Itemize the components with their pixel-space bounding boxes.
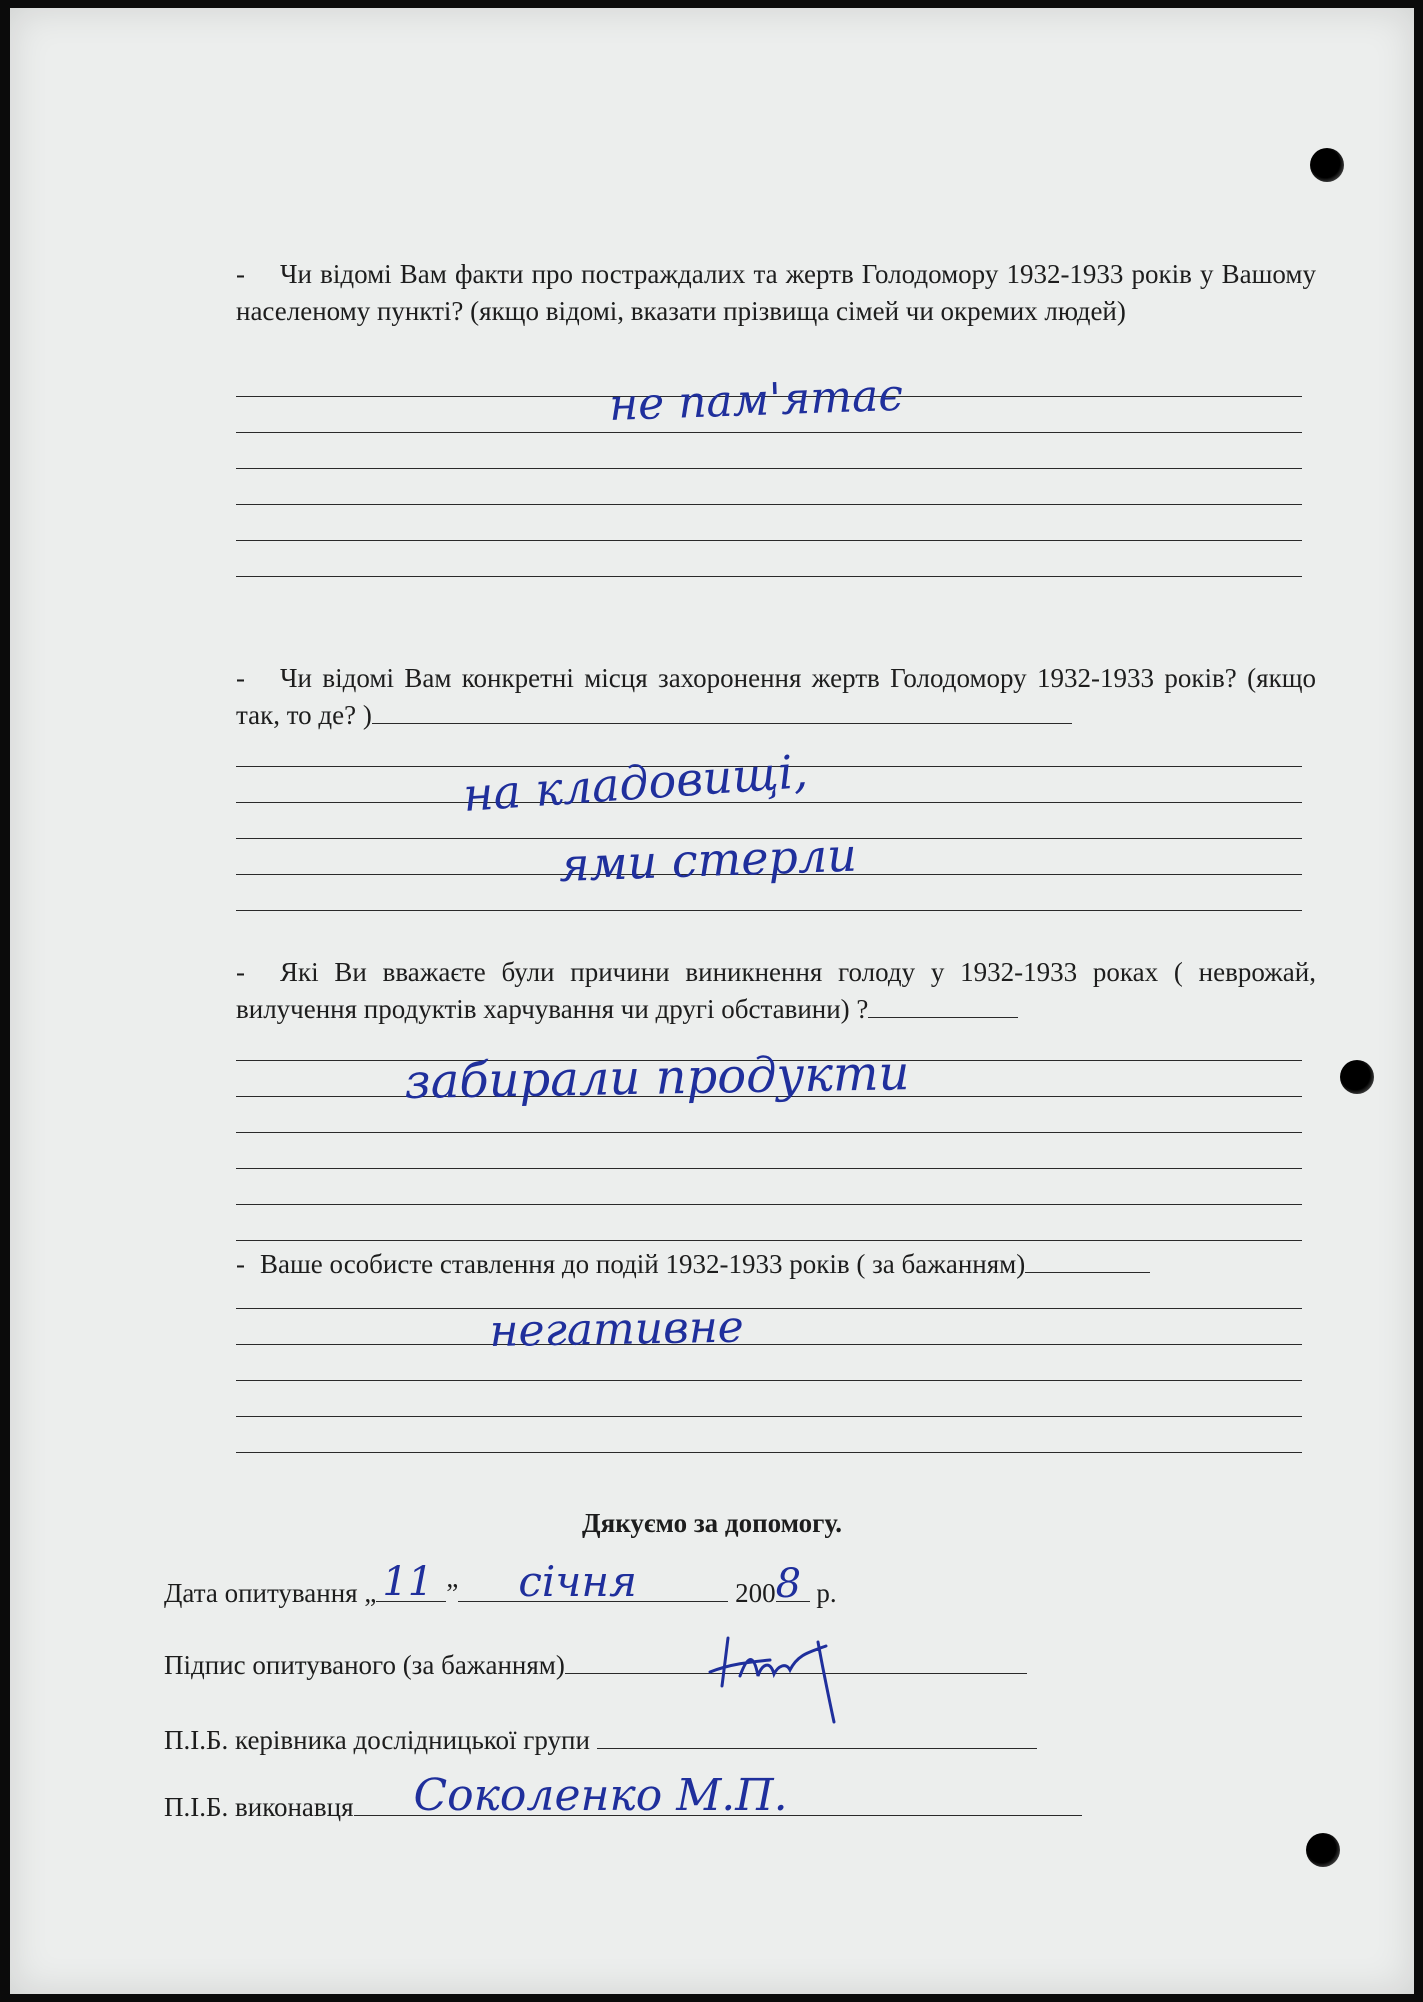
question-dash: -: [236, 957, 245, 987]
question-2: [236, 660, 1316, 734]
question-text: Чи відомі Вам факти про постраждалих та жертв Голодомору 1932-1933 років у Вашому населеному пункті? (якщо відомі, вказати прізвища сімей чи окремих людей): [236, 259, 1316, 326]
year-prefix: 200: [735, 1578, 776, 1608]
answer-line: [236, 540, 1302, 541]
answer-line: [236, 1204, 1302, 1205]
question-3: [236, 954, 1316, 1028]
question-dash: -: [236, 259, 245, 289]
question-text: Чи відомі Вам конкретні місця захоронення жертв Голодомору 1932-1933 років? (якщо так, то де? ): [236, 663, 1316, 730]
question-4: [236, 1246, 1316, 1283]
thanks-note: Дякуємо за допомогу.: [582, 1508, 842, 1538]
executor-value: Соколенко М.П.: [413, 1770, 788, 1821]
answer-line: [236, 1132, 1302, 1133]
answer-line: [868, 1016, 1018, 1018]
answer-line: [236, 1452, 1302, 1453]
executor-line: [354, 1770, 1082, 1821]
answer-line: [236, 1380, 1302, 1381]
handwritten-answer: забирали продукти: [404, 1045, 910, 1110]
question-1: [236, 256, 1316, 330]
answer-line: [236, 910, 1302, 911]
answer-line: [236, 1308, 1302, 1309]
quote-mark: „: [364, 1578, 377, 1608]
answer-line: [236, 802, 1302, 803]
answer-line: [236, 1168, 1302, 1169]
answer-line: [236, 432, 1302, 433]
day-line: [376, 1559, 446, 1605]
question-text: Ваше особисте ставлення до подій 1932-1933 років ( за бажанням): [260, 1249, 1026, 1279]
answer-line: [236, 504, 1302, 505]
handwritten-answer: не пам'ятає: [608, 369, 904, 431]
punch-hole: [1340, 1060, 1374, 1094]
year-line: [775, 1561, 810, 1607]
month-line: [458, 1557, 728, 1606]
answer-line: [236, 1416, 1302, 1417]
handwritten-answer: негативне: [489, 1301, 745, 1357]
question-dash: -: [236, 1249, 245, 1279]
month-value: січня: [518, 1557, 637, 1606]
question-text: Які Ви вважаєте були причини виникнення голоду у 1932-1933 роках ( неврожай, вилучення продуктів харчування чи другі обставини) ?: [236, 957, 1316, 1024]
answer-line: [236, 1344, 1302, 1345]
answer-line: [1025, 1271, 1150, 1273]
answer-line: [236, 576, 1302, 577]
group-leader-field: [164, 1723, 1037, 1757]
punch-hole: [1306, 1833, 1340, 1867]
year-digit: 8: [775, 1561, 802, 1607]
group-leader-label: П.І.Б. керівника дослідницької групи: [164, 1725, 590, 1755]
day-value: 11: [382, 1559, 434, 1605]
survey-date-field: [164, 1557, 837, 1610]
respondent-signature-label: Підпис опитуваного (за бажанням): [164, 1650, 565, 1680]
survey-date-label: Дата опитування: [164, 1578, 358, 1608]
respondent-signature: [700, 1624, 900, 1724]
answer-line: [236, 1240, 1302, 1241]
punch-hole: [1310, 148, 1344, 182]
handwritten-answer: на кладовищі,: [461, 744, 810, 822]
answer-line: [372, 722, 1072, 724]
leader-line: [597, 1724, 1037, 1749]
quote-mark: ”: [446, 1578, 459, 1608]
year-suffix: р.: [816, 1578, 837, 1608]
question-dash: -: [236, 663, 245, 693]
handwritten-answer: ями стерли: [558, 827, 858, 892]
executor-field: [164, 1770, 1082, 1824]
executor-label: П.І.Б. виконавця: [164, 1792, 354, 1822]
answer-line: [236, 468, 1302, 469]
questionnaire-page: [10, 8, 1414, 1994]
